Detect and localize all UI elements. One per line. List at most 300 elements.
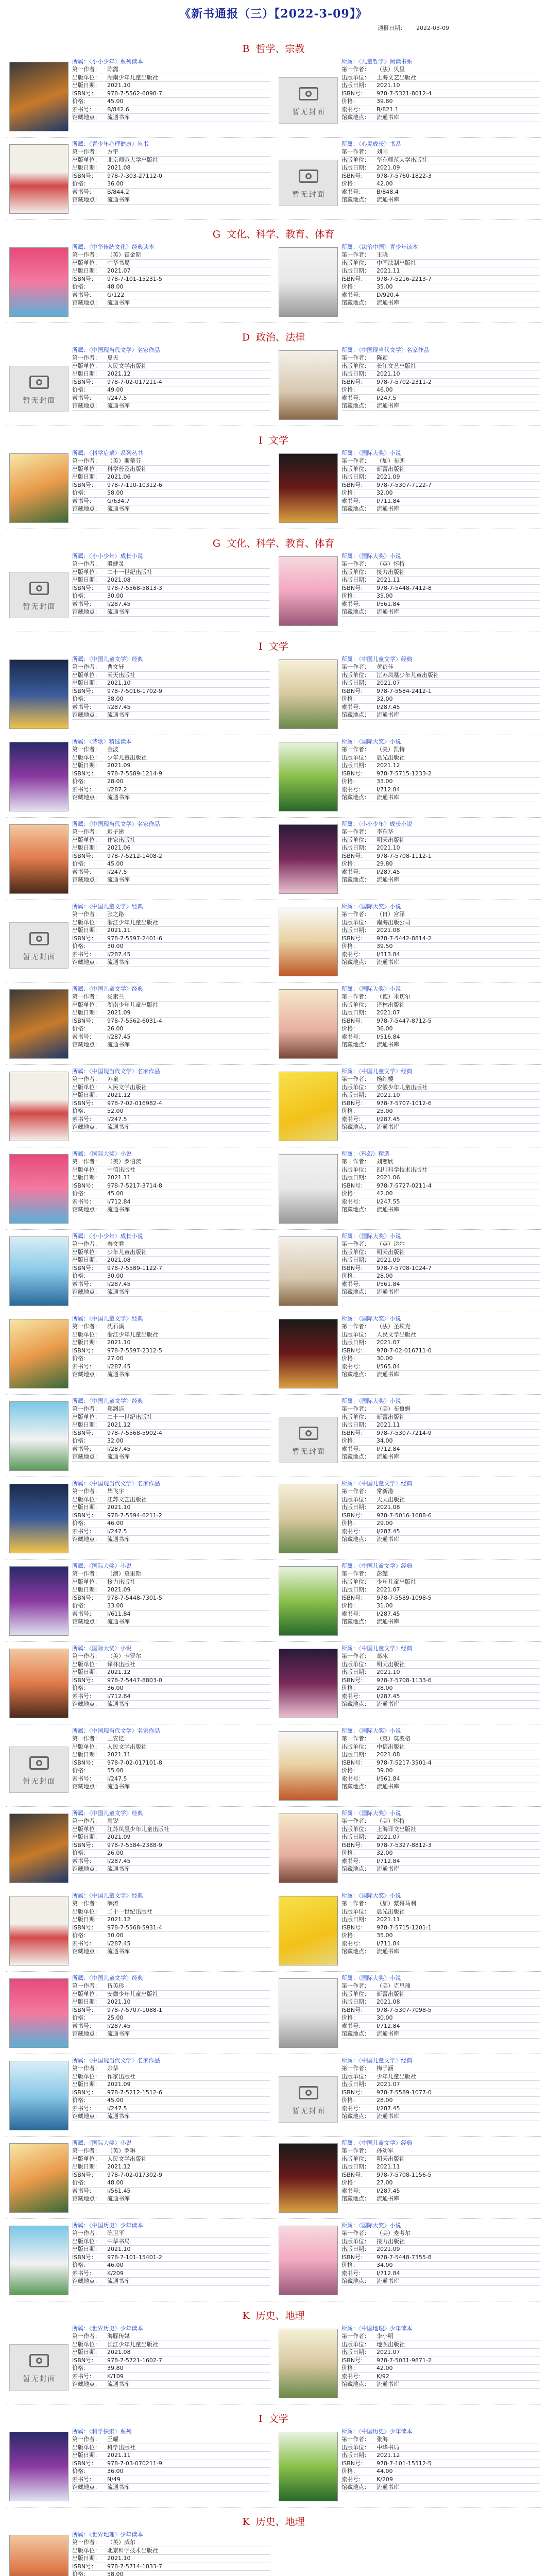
book-entry[interactable] [6, 552, 274, 630]
book-series-link[interactable]: 所属：〈中国儿童文学〉经典 [341, 2057, 413, 2064]
book-series-link[interactable]: 所属：〈中国儿童文学〉经典 [341, 1068, 413, 1075]
book-entry[interactable] [276, 2057, 543, 2134]
book-series-link[interactable]: 所属：〈心灵成长〉书系 [341, 141, 401, 147]
field-label: 馆藏地点： [341, 1783, 370, 1790]
book-series-link[interactable]: 所属：〈国际大奖〉小说 [341, 2222, 401, 2229]
book-entry[interactable] [276, 1397, 543, 1475]
book-entry[interactable] [6, 1315, 274, 1392]
book-entry[interactable] [6, 1150, 274, 1227]
book-cover[interactable] [9, 556, 69, 626]
book-field-price [72, 1108, 270, 1116]
book-series-link[interactable]: 所属：〈中国历史〉少年读本 [341, 2428, 413, 2435]
field-label: 出版单位： [341, 919, 370, 926]
field-value: 28.00 [377, 1273, 393, 1279]
book-cover[interactable] [9, 144, 69, 214]
book-field-date [72, 1421, 270, 1430]
book-series-link[interactable]: 所属：〈儿童哲学〉阅读书系 [341, 58, 413, 65]
book-cover-image[interactable] [9, 1319, 69, 1388]
field-label: ISBN号： [341, 2089, 367, 2096]
book-cover[interactable] [279, 1978, 338, 2048]
book-cover[interactable] [9, 1649, 69, 1718]
book-cover[interactable] [9, 247, 69, 317]
book-series-link[interactable]: 所属：〈中国历史〉少年读本 [72, 2222, 143, 2229]
field-label: 价格： [72, 2365, 89, 2371]
book-cover[interactable] [279, 62, 338, 131]
field-label: 第一作者： [72, 1900, 100, 1907]
book-entry[interactable] [276, 1892, 543, 1969]
book-series-link[interactable]: 所属：〈中国儿童文学〉经典 [72, 1975, 143, 1981]
book-cover-image[interactable] [9, 1566, 69, 1636]
field-value: 张海 [377, 2436, 388, 2443]
book-entry[interactable] [6, 2222, 274, 2299]
book-cover-image[interactable] [279, 247, 338, 317]
book-series-link[interactable]: 所属：〈中国儿童文学〉经典 [72, 1398, 143, 1404]
field-value: 刘慈欣 [377, 1158, 394, 1165]
book-cover-image[interactable] [9, 742, 69, 811]
book-entry[interactable] [276, 449, 543, 527]
book-series-link[interactable]: 所属：〈中国儿童文学〉经典 [72, 1892, 143, 1899]
book-cover[interactable] [9, 1401, 69, 1471]
book-entry[interactable] [276, 1727, 543, 1804]
book-series-link[interactable]: 所属：〈国际大奖〉小说 [341, 986, 401, 992]
book-cover[interactable] [9, 1896, 69, 1965]
book-cover[interactable] [279, 1814, 338, 1883]
book-series-link[interactable]: 所属：〈国际大奖〉小说 [341, 1315, 401, 1322]
book-entry[interactable] [6, 820, 274, 897]
book-cover[interactable] [279, 1649, 338, 1718]
field-label: 出版日期： [341, 762, 370, 769]
field-value: 陈卫平 [107, 2230, 124, 2236]
book-cover[interactable] [9, 2535, 69, 2576]
field-label: 馆藏地点： [341, 711, 370, 718]
book-field-price [72, 98, 270, 106]
field-label: 索书号： [341, 786, 364, 793]
field-label: ISBN号： [72, 90, 97, 97]
field-label: 索书号： [72, 1033, 95, 1040]
book-field-price [341, 778, 540, 786]
book-cover-image[interactable] [9, 2143, 69, 2213]
book-cover[interactable] [279, 247, 338, 317]
field-value: 流通书库 [377, 2381, 399, 2387]
book-entry[interactable] [276, 1562, 543, 1639]
book-entry[interactable] [276, 1974, 543, 2052]
book-cover[interactable] [279, 350, 338, 420]
book-series-link[interactable]: 所属：〈中国儿童文学〉经典 [72, 1315, 143, 1322]
book-cover-image[interactable] [9, 1978, 69, 2048]
book-cover-image[interactable] [279, 907, 338, 976]
book-entry[interactable] [276, 346, 543, 423]
book-cover-image[interactable] [9, 1896, 69, 1965]
book-cover-image[interactable] [9, 2535, 69, 2576]
book-entry[interactable] [6, 1397, 274, 1475]
book-entry[interactable] [6, 1809, 274, 1887]
field-value: I/611.84 [107, 1610, 131, 1617]
field-label: 索书号： [72, 1692, 95, 1700]
book-series-link[interactable]: 所属：〈国际大奖〉小说 [341, 553, 401, 560]
book-series-link[interactable]: 所属：〈科学探索〉系列 [72, 2428, 132, 2435]
book-cover-image[interactable] [279, 453, 338, 523]
book-field-price [341, 592, 540, 601]
book-series-link[interactable]: 所属：〈科幻〉精选 [341, 1150, 390, 1157]
book-entry[interactable] [276, 1315, 543, 1392]
book-cover[interactable] [279, 2226, 338, 2295]
book-cover[interactable] [279, 1072, 338, 1141]
book-series-link[interactable]: 所属：〈世界历史〉少年读本 [72, 2325, 143, 2332]
book-series-link[interactable]: 所属：〈中国儿童文学〉经典 [72, 986, 143, 992]
field-label: 价格： [72, 696, 89, 702]
book-cover[interactable] [279, 2329, 338, 2398]
book-cover-image[interactable] [9, 659, 69, 729]
book-entry[interactable] [276, 820, 543, 897]
book-cover-image[interactable] [279, 1814, 338, 1883]
book-series-link[interactable]: 所属：〈国际大奖〉小说 [341, 903, 401, 910]
book-entry[interactable] [6, 2428, 274, 2505]
book-entry[interactable] [6, 1232, 274, 1310]
book-series-link[interactable]: 所属：〈法治中国〉青少年读本 [341, 244, 418, 250]
book-cover[interactable] [279, 1484, 338, 1553]
book-cover[interactable] [9, 742, 69, 811]
book-entry[interactable] [276, 243, 543, 320]
book-cover-image[interactable] [279, 1319, 338, 1388]
book-cover[interactable] [9, 1072, 69, 1141]
book-series-link[interactable]: 所属：〈国际大奖〉小说 [341, 1398, 401, 1404]
field-label: 价格： [341, 98, 358, 105]
row-divider [6, 1229, 541, 1230]
book-cover[interactable] [9, 1566, 69, 1636]
book-series-link[interactable]: 所属：〈诗歌〉精选读本 [72, 738, 132, 745]
book-cover-image[interactable] [9, 1401, 69, 1471]
book-cover-image[interactable] [9, 1484, 69, 1553]
book-cover-image[interactable] [279, 1072, 338, 1141]
book-series-link[interactable]: 所属：〈中国现当代文学〉名家作品 [72, 1480, 160, 1487]
book-series-link[interactable]: 所属：〈中国儿童文学〉经典 [341, 656, 413, 663]
book-cover[interactable] [9, 2061, 69, 2130]
book-cover[interactable] [279, 2143, 338, 2213]
book-entry[interactable] [276, 2139, 543, 2216]
book-cover-image[interactable] [9, 989, 69, 1059]
book-series-link[interactable]: 所属：〈国际大奖〉小说 [72, 1150, 132, 1157]
book-cover[interactable] [9, 1814, 69, 1883]
book-entry[interactable] [6, 2139, 274, 2216]
book-cover-image[interactable] [279, 1484, 338, 1553]
book-entry[interactable] [6, 58, 274, 135]
book-series-link[interactable]: 所属：〈中华传统文化〉经典读本 [72, 244, 155, 250]
no-cover-placeholder [279, 1417, 338, 1463]
book-field-publisher [341, 1414, 540, 1422]
book-entry[interactable] [6, 1480, 274, 1557]
book-cover[interactable] [9, 2432, 69, 2501]
field-label: ISBN号： [72, 1264, 97, 1272]
book-field-date [72, 1174, 270, 1182]
book-series-link[interactable]: 所属：〈中国地理〉少年读本 [341, 2325, 413, 2332]
field-value: 明天出版社 [377, 1248, 405, 1256]
field-value: 陈露 [107, 66, 118, 73]
book-cover[interactable] [9, 1731, 69, 1801]
book-entry[interactable] [6, 2531, 274, 2576]
book-cover-image[interactable] [279, 2432, 338, 2501]
book-field-publisher [72, 1908, 270, 1917]
field-value: 978-7-5016-1702-9 [107, 687, 162, 694]
book-series-link[interactable]: 所属：〈国际大奖〉小说 [341, 738, 401, 745]
book-entry[interactable] [6, 1892, 274, 1969]
book-field-price [341, 1437, 540, 1446]
book-entry[interactable] [276, 1150, 543, 1227]
book-entry[interactable] [6, 903, 274, 980]
book-series-link[interactable]: 所属：〈中国现当代文学〉名家作品 [72, 2057, 160, 2064]
field-label: 出版日期： [341, 1421, 370, 1428]
book-cover-image[interactable] [279, 2143, 338, 2213]
book-series-link[interactable]: 所属：〈小小少年〉系列读本 [72, 58, 143, 65]
book-cover-image[interactable] [279, 824, 338, 894]
book-series-link[interactable]: 所属：〈中国现当代文学〉名家作品 [72, 347, 160, 353]
book-cover-image[interactable] [279, 659, 338, 729]
field-label: 价格： [72, 592, 89, 599]
field-value: K/92 [377, 2372, 389, 2380]
book-cover[interactable] [9, 2143, 69, 2213]
book-cover[interactable] [279, 1401, 338, 1471]
book-entry[interactable] [276, 985, 543, 1062]
book-series-link[interactable]: 所属：〈中国现当代文学〉名家作品 [72, 821, 160, 827]
section-heading [0, 536, 547, 550]
book-field-publisher [341, 672, 540, 680]
book-cover-image[interactable] [279, 1896, 338, 1965]
field-label: 馆藏地点： [72, 1618, 100, 1625]
book-cover[interactable] [279, 1731, 338, 1801]
book-info [341, 2325, 540, 2389]
book-series-link[interactable]: 所属：〈中国儿童文学〉经典 [72, 656, 143, 663]
book-entry[interactable] [6, 1974, 274, 2052]
book-entry[interactable] [276, 655, 543, 733]
book-series-link[interactable]: 所属：〈国际大奖〉小说 [341, 450, 401, 456]
book-series-link[interactable]: 所属：〈中国现当代文学〉名家作品 [341, 347, 430, 353]
field-value: 978-7-5442-8814-2 [377, 935, 432, 942]
book-field-author [72, 1405, 270, 1414]
field-value: 流通书库 [107, 959, 130, 965]
book-entry[interactable] [6, 985, 274, 1062]
book-series-link[interactable]: 所属：〈中国儿童文学〉经典 [72, 903, 143, 910]
book-cover-image[interactable] [9, 2061, 69, 2130]
book-series-link[interactable]: 所属：〈中国现当代文学〉名家作品 [72, 1727, 160, 1734]
book-field-author [72, 2230, 270, 2238]
book-series-link[interactable]: 所属：〈国际大奖〉小说 [72, 1563, 132, 1569]
book-cover-image[interactable] [279, 1154, 338, 1224]
field-label: ISBN号： [341, 378, 367, 385]
book-entry[interactable] [6, 1645, 274, 1722]
book-entry[interactable] [6, 2325, 274, 2402]
book-series-link[interactable]: 所属：〈国际大奖〉小说 [72, 2140, 132, 2146]
book-field-isbn [72, 1018, 270, 1026]
book-entry[interactable] [276, 2428, 543, 2505]
book-entry[interactable] [276, 552, 543, 630]
book-cover[interactable] [9, 1154, 69, 1224]
book-cover-image[interactable] [279, 556, 338, 626]
book-entry[interactable] [276, 1809, 543, 1887]
book-cover-image[interactable] [9, 144, 69, 214]
book-cover-image[interactable] [279, 350, 338, 420]
book-cover-image[interactable] [279, 1649, 338, 1718]
field-label: ISBN号： [341, 770, 367, 777]
book-cover[interactable] [9, 62, 69, 131]
book-series-link[interactable]: 所属：〈中国儿童文学〉经典 [341, 2140, 413, 2146]
book-cover[interactable] [279, 659, 338, 729]
field-label: 馆藏地点： [341, 114, 370, 121]
book-entry[interactable] [6, 449, 274, 527]
book-entry[interactable] [276, 1232, 543, 1310]
field-value: 江苏凤凰少年儿童出版社 [377, 671, 439, 679]
field-value: 流通书库 [107, 114, 130, 121]
book-field-call [72, 292, 270, 300]
field-value: 王晓 [377, 251, 388, 258]
book-cover[interactable] [279, 989, 338, 1059]
book-series-link[interactable]: 所属：〈中国儿童文学〉经典 [72, 1810, 143, 1817]
book-entry[interactable] [276, 903, 543, 980]
book-field-publisher [341, 1496, 540, 1504]
book-info [341, 140, 540, 205]
book-cover-image[interactable] [9, 2432, 69, 2501]
book-cover-image[interactable] [9, 1154, 69, 1224]
field-label: 出版日期： [72, 577, 100, 583]
book-field-call [72, 704, 270, 712]
book-cover-image[interactable] [279, 742, 338, 811]
book-field-publisher [341, 1331, 540, 1340]
book-entry[interactable] [6, 140, 274, 217]
book-entry[interactable] [6, 1562, 274, 1639]
book-series-link[interactable]: 所属：〈国际大奖〉小说 [341, 1727, 401, 1734]
field-label: 第一作者： [72, 1818, 100, 1824]
field-value: 薛涛 [107, 1900, 118, 1907]
book-entry[interactable] [276, 1067, 543, 1145]
book-cover-image[interactable] [279, 2329, 338, 2398]
book-series-link[interactable]: 所属：〈中国儿童文学〉经典 [341, 1480, 413, 1487]
book-cover[interactable] [9, 1319, 69, 1388]
book-cover[interactable] [279, 907, 338, 976]
book-entry[interactable] [276, 738, 543, 815]
book-cover[interactable] [9, 1236, 69, 1306]
book-entry[interactable] [6, 738, 274, 815]
book-series-link[interactable]: 所属：〈国际大奖〉小说 [341, 1892, 401, 1899]
book-series-link[interactable]: 所属：〈世界地理〉少年读本 [72, 2531, 143, 2538]
book-cover[interactable] [279, 2061, 338, 2130]
book-cover-image[interactable] [279, 1731, 338, 1801]
field-value: 流通书库 [377, 2113, 399, 2120]
book-series-link[interactable]: 所属：〈国际大奖〉小说 [341, 1975, 401, 1981]
book-field-isbn [341, 1100, 540, 1108]
book-series-link[interactable]: 所属：〈国际大奖〉小说 [341, 1233, 401, 1240]
book-series-link[interactable]: 所属：〈国际大奖〉小说 [72, 1645, 132, 1652]
field-value: 26.00 [107, 1850, 124, 1856]
book-cover-image[interactable] [9, 1236, 69, 1306]
book-cover[interactable] [279, 742, 338, 811]
book-cover-image[interactable] [9, 1814, 69, 1883]
field-label: 第一作者： [72, 1076, 100, 1082]
book-entry[interactable] [6, 1727, 274, 1804]
book-cover[interactable] [279, 1154, 338, 1224]
field-label: 索书号： [72, 703, 95, 710]
book-field-isbn [72, 1512, 270, 1520]
book-cover[interactable] [9, 2226, 69, 2295]
book-entry[interactable] [276, 2222, 543, 2299]
field-label: 索书号： [341, 1445, 364, 1452]
book-cover[interactable] [9, 1484, 69, 1553]
book-cover[interactable] [9, 453, 69, 523]
book-cover[interactable] [279, 1896, 338, 1965]
book-cover[interactable] [279, 824, 338, 894]
book-entry[interactable] [6, 655, 274, 733]
book-cover[interactable] [9, 1978, 69, 2048]
book-series-link[interactable]: 所属：〈国际大奖〉小说 [341, 1810, 401, 1817]
book-cover-image[interactable] [279, 1566, 338, 1636]
book-entry[interactable] [276, 140, 543, 217]
book-cover-image[interactable] [9, 453, 69, 523]
book-cover-image[interactable] [9, 62, 69, 131]
book-series-link[interactable]: 所属：〈小小少年〉成长小说 [72, 1233, 143, 1240]
book-entry[interactable] [276, 1645, 543, 1722]
book-cover-image[interactable] [9, 824, 69, 894]
book-cover[interactable] [279, 453, 338, 523]
book-series-link[interactable]: 所属：〈中国儿童文学〉经典 [341, 1645, 413, 1652]
book-cover-image[interactable] [279, 2226, 338, 2295]
book-cover-image[interactable] [9, 247, 69, 317]
book-cover[interactable] [9, 907, 69, 976]
book-entry[interactable] [6, 2057, 274, 2134]
book-entry[interactable] [276, 2325, 543, 2402]
book-cover[interactable] [279, 2432, 338, 2501]
book-cover-image[interactable] [9, 1649, 69, 1718]
field-label: 出版单位： [72, 156, 100, 163]
book-series-link[interactable]: 所属：〈中国现当代文学〉名家作品 [72, 1068, 160, 1075]
book-entry[interactable] [6, 243, 274, 320]
book-series-link[interactable]: 所属：〈小小少年〉成长小说 [341, 821, 413, 827]
field-value: 978-7-5568-5931-4 [107, 1924, 162, 1931]
book-cover[interactable] [9, 2329, 69, 2398]
book-cover[interactable] [279, 144, 338, 214]
book-entry[interactable] [276, 1480, 543, 1557]
book-cover[interactable] [279, 1236, 338, 1306]
field-value: 流通书库 [377, 2030, 399, 2037]
book-field-publisher [341, 1002, 540, 1010]
field-label: 出版日期： [72, 1751, 100, 1758]
book-cover-image[interactable] [279, 989, 338, 1059]
field-value: 2021.09 [107, 2081, 131, 2088]
book-field-call [72, 869, 270, 877]
field-value: 流通书库 [377, 505, 399, 512]
book-cover[interactable] [279, 1566, 338, 1636]
book-cover-image[interactable] [9, 1072, 69, 1141]
book-cover-image[interactable] [279, 1236, 338, 1306]
book-series-link[interactable]: 所属：〈科学启蒙〉系列丛书 [72, 450, 143, 456]
book-cover[interactable] [9, 989, 69, 1059]
field-value: 流通书库 [377, 1536, 399, 1543]
book-entry[interactable] [6, 1067, 274, 1145]
book-series-link[interactable]: 所属：〈青少年心理健康〉丛书 [72, 141, 149, 147]
book-cover[interactable] [9, 659, 69, 729]
field-label: 出版单位： [72, 2073, 100, 2080]
book-cover[interactable] [9, 350, 69, 420]
book-cover[interactable] [9, 824, 69, 894]
field-value: I/287.45 [107, 951, 131, 958]
book-cover-image[interactable] [9, 2226, 69, 2295]
book-field-call [341, 1528, 540, 1536]
book-series-link[interactable]: 所属：〈小小少年〉成长小说 [72, 553, 143, 560]
book-entry[interactable] [6, 346, 274, 423]
field-label: 第一作者： [341, 561, 370, 567]
book-cover[interactable] [279, 556, 338, 626]
book-series-link[interactable]: 所属：〈中国儿童文学〉经典 [341, 1563, 413, 1569]
book-cover-image[interactable] [279, 1978, 338, 2048]
book-cover[interactable] [279, 1319, 338, 1388]
field-label: 馆藏地点： [72, 114, 100, 121]
book-entry[interactable] [276, 58, 543, 135]
